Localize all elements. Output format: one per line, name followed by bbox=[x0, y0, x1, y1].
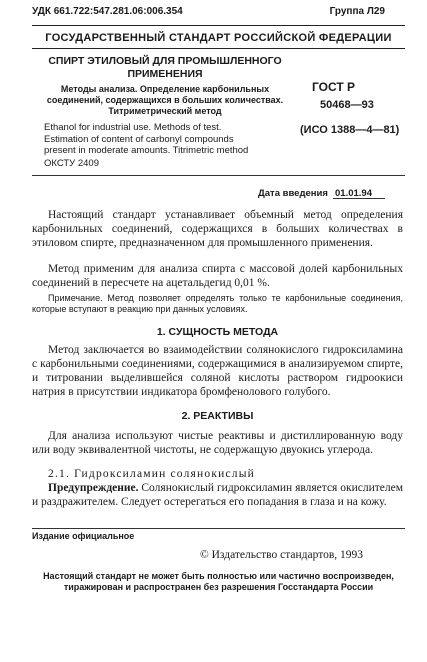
top-rule bbox=[32, 25, 405, 26]
subtitle-line-1: Методы анализа. Определение карбонильных bbox=[60, 84, 270, 94]
note: Примечание. Метод позволяет определять только те карбонильные соединения, которые вступают в реакцию при данных условиях. bbox=[32, 293, 403, 314]
section-2-text: Для анализа используют чистые реактивы и дистиллированную воду или воду эквивалентной чистоты, не содержащую двуокись углерода. bbox=[32, 430, 403, 456]
notice-line-1: Настоящий стандарт не может быть полностью или частично воспроизведен, bbox=[43, 571, 394, 581]
standard-header: ГОСУДАРСТВЕННЫЙ СТАНДАРТ РОССИЙСКОЙ ФЕДЕРАЦИИ bbox=[45, 32, 392, 44]
item-2-1: 2.1. Гидроксиламин солянокислый bbox=[48, 468, 256, 480]
intro-date-value: 01.01.94 bbox=[335, 188, 372, 199]
english-line-2: Estimation of content of carbonyl compounds bbox=[44, 133, 234, 145]
section-1-heading: 1. СУЩНОСТЬ МЕТОДА bbox=[156, 326, 279, 338]
reproduction-notice bbox=[32, 571, 405, 593]
title-line-2: ПРИМЕНЕНИЯ bbox=[127, 68, 203, 80]
intro-date-underline bbox=[333, 198, 385, 199]
subtitle-line-2: соединений, содержащихся в больших количествах. bbox=[46, 95, 284, 105]
footer-rule bbox=[32, 528, 405, 529]
english-line-3: present in moderate amounts. Titrimetric method bbox=[44, 145, 249, 156]
iso-reference: (ИСО 1388—4—81) bbox=[300, 124, 400, 136]
copyright: © Издательство стандартов, 1993 bbox=[200, 549, 364, 561]
section-1-text: Метод заключается во взаимодействии солянокислого гидроксиламина с карбонильными соединениями, содержащимися в анализируемом спирте, и титровании выделившейся соляной кислоты раствором гидроокиси натрия в присутствии индикатора бромфенолового голубого. bbox=[32, 344, 403, 398]
paragraph-scope: Настоящий стандарт устанавливает объемный метод определения карбонильных соединений, содержащихся в больших количествах в этиловом спирте, предназначенном для промышленного применения. bbox=[32, 209, 403, 249]
notice-line-2: тиражирован и распространен без разрешения Госстандарта России bbox=[63, 582, 374, 592]
document-subtitle bbox=[40, 84, 290, 117]
title-rule bbox=[32, 175, 405, 176]
udk-code: УДК 661.722:547.281.06:006.354 bbox=[32, 6, 183, 17]
group-code: Группа Л29 bbox=[329, 6, 385, 17]
intro-date-label: Дата введения bbox=[258, 188, 328, 199]
warning-label: Предупреждение. bbox=[48, 482, 139, 494]
subtitle-line-3: Титриметрический метод bbox=[108, 106, 222, 116]
warning-text: Солянокислый гидроксиламин является окислителем и раздражителем. Следует остерегаться его попадания в глаза и на кожу. bbox=[32, 482, 403, 508]
header-rule bbox=[32, 48, 405, 49]
paragraph-applicability: Метод применим для анализа спирта с массовой долей карбонильных соединений в пересчете на ацетальдегид 0,01 %. bbox=[32, 263, 403, 289]
english-line-1: Ethanol for industrial use. Methods of test. bbox=[44, 122, 222, 133]
gost-label: ГОСТ Р bbox=[312, 80, 356, 94]
warning-paragraph bbox=[32, 481, 403, 509]
gost-number: 50468—93 bbox=[320, 99, 374, 111]
okstu-code: ОКСТУ 2409 bbox=[44, 158, 99, 169]
section-2-heading: 2. РЕАКТИВЫ bbox=[181, 410, 254, 422]
document-title bbox=[40, 55, 290, 81]
official-edition: Издание официальное bbox=[32, 531, 135, 541]
title-line-1: СПИРТ ЭТИЛОВЫЙ ДЛЯ ПРОМЫШЛЕННОГО bbox=[48, 55, 282, 67]
english-title bbox=[44, 122, 282, 157]
